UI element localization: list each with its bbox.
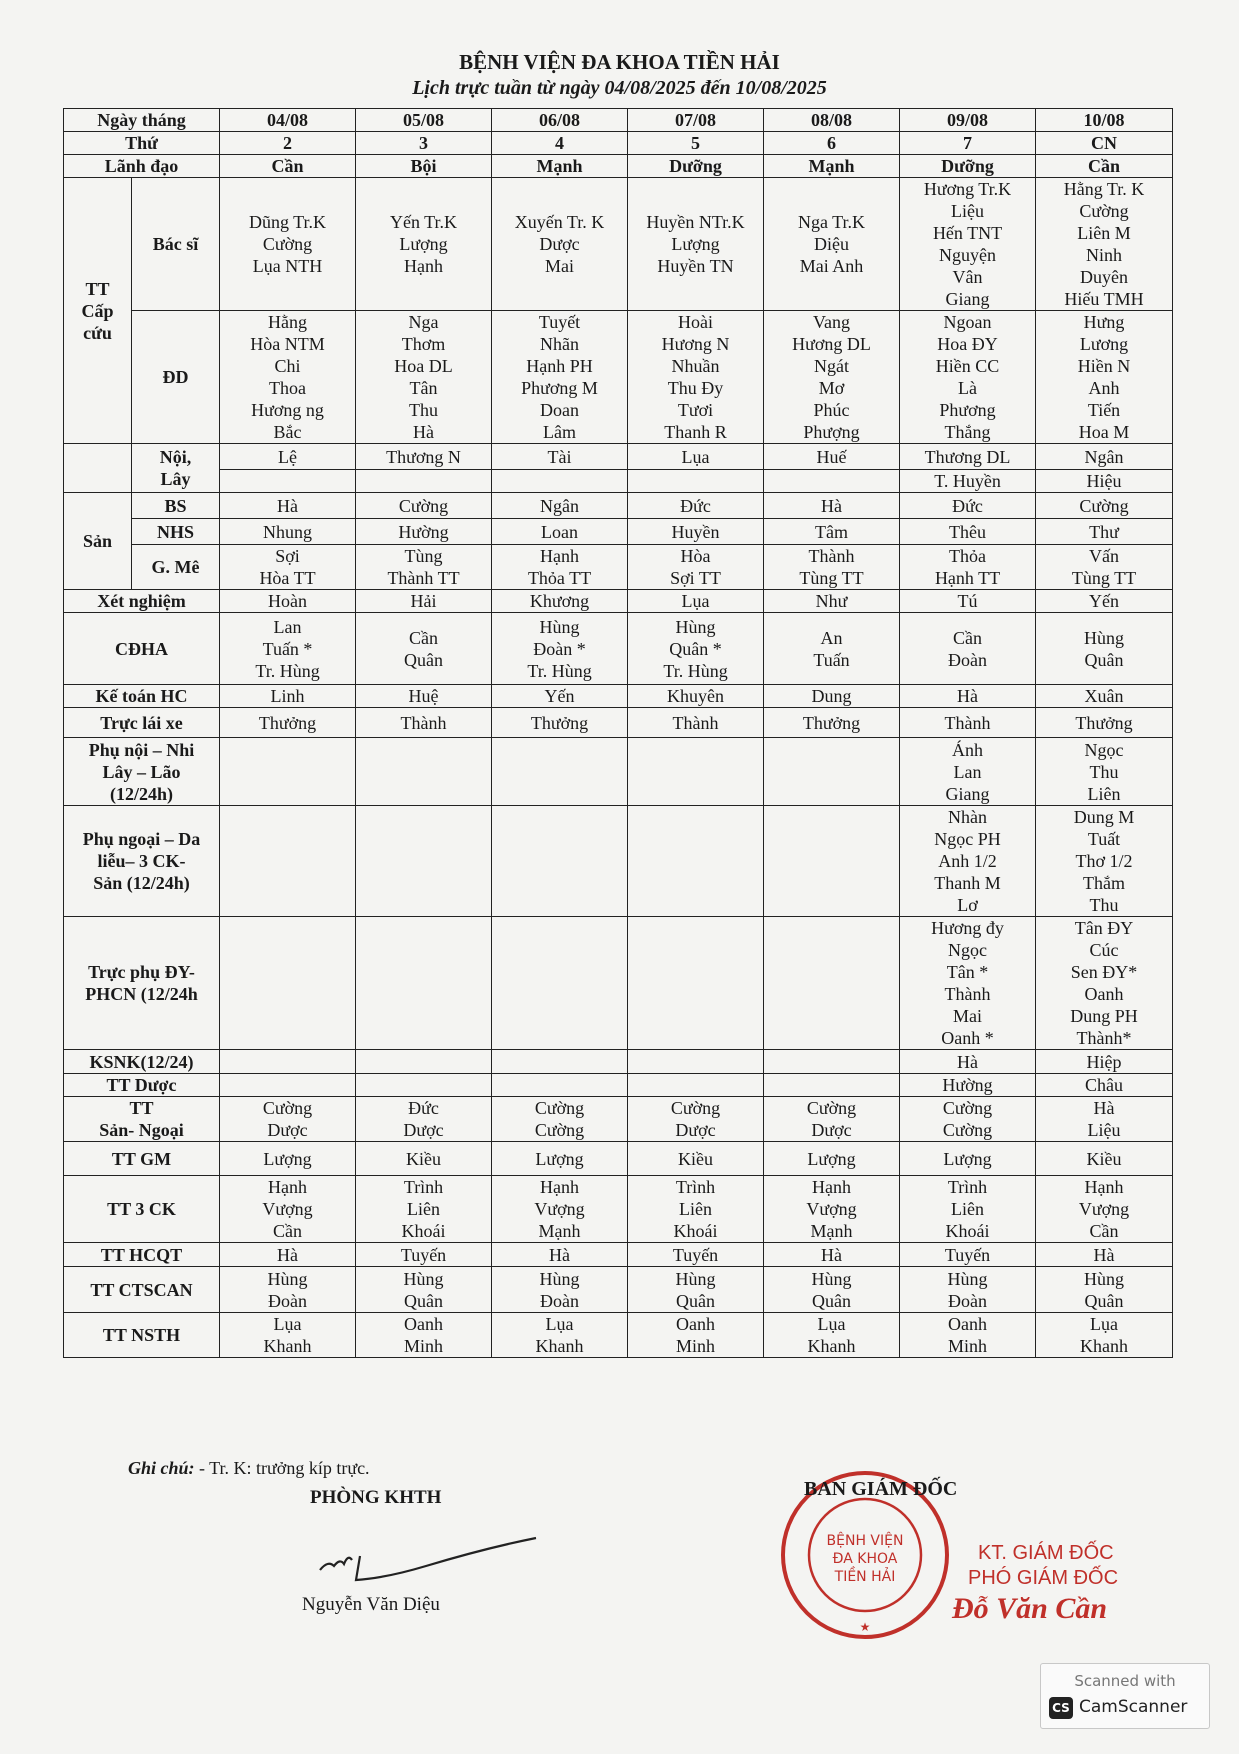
table-row (64, 1243, 1173, 1267)
schedule-cell: Oanh Minh (356, 1313, 492, 1358)
board-of-directors: BAN GIÁM ĐỐC (804, 1478, 958, 1500)
schedule-cell: Xuân (1036, 685, 1173, 708)
schedule-cell: Oanh Minh (900, 1313, 1036, 1358)
badge-brand: CamScanner (1079, 1697, 1188, 1717)
row-label-cell: Trực phụ ĐY- PHCN (12/24h (64, 917, 220, 1050)
schedule-cell (764, 806, 900, 917)
schedule-cell: Thành (628, 708, 764, 738)
camscanner-logo-icon: CS (1049, 1697, 1073, 1719)
table-row (64, 493, 1173, 519)
table-row (64, 1050, 1173, 1074)
table-row (64, 132, 1173, 155)
schedule-cell: 3 (356, 132, 492, 155)
schedule-cell: Cường Cường (492, 1097, 628, 1142)
schedule-cell: Lụa Khanh (220, 1313, 356, 1358)
row-label-cell: Trực lái xe (64, 708, 220, 738)
schedule-cell: Cần Quân (356, 613, 492, 685)
schedule-cell: Thưởng (1036, 708, 1173, 738)
schedule-cell: Hạnh Vượng Cần (1036, 1176, 1173, 1243)
schedule-cell: Cường Cường (900, 1097, 1036, 1142)
schedule-cell: Thưởng (492, 708, 628, 738)
schedule-cell: Dưỡng (900, 155, 1036, 178)
schedule-cell: Ánh Lan Giang (900, 738, 1036, 806)
schedule-cell: Hà (764, 493, 900, 519)
schedule-cell: Xuyến Tr. K Dược Mai (492, 178, 628, 311)
schedule-cell: Hạnh Vượng Mạnh (764, 1176, 900, 1243)
table-row (64, 1097, 1173, 1142)
schedule-cell: 10/08 (1036, 109, 1173, 132)
schedule-cell (628, 738, 764, 806)
table-row (64, 806, 1173, 917)
schedule-cell: Vang Hương DL Ngát Mơ Phúc Phượng (764, 311, 900, 444)
row-label-cell (64, 444, 132, 493)
schedule-cell: 06/08 (492, 109, 628, 132)
schedule-cell: Đức (900, 493, 1036, 519)
row-label-cell: TT HCQT (64, 1243, 220, 1267)
schedule-cell: Hằng Tr. K Cường Liên M Ninh Duyên Hiếu TMH (1036, 178, 1173, 311)
schedule-cell: 04/08 (220, 109, 356, 132)
badge-caption: Scanned with (1074, 1672, 1176, 1690)
row-label-cell: Lãnh đạo (64, 155, 220, 178)
row-label-cell: TT NSTH (64, 1313, 220, 1358)
duty-schedule-table (63, 108, 1173, 1358)
svg-text:★: ★ (859, 1620, 871, 1634)
schedule-cell (628, 806, 764, 917)
schedule-cell: Hùng Đoàn (492, 1267, 628, 1313)
schedule-cell: Trình Liên Khoái (900, 1176, 1036, 1243)
row-label-cell: NHS (132, 519, 220, 545)
svg-text:TIỀN HẢI: TIỀN HẢI (834, 1569, 896, 1585)
schedule-cell: Cường Dược (764, 1097, 900, 1142)
schedule-cell: Nhung (220, 519, 356, 545)
table-row (64, 685, 1173, 708)
schedule-cell: Tuyết Nhãn Hạnh PH Phương M Doan Lâm (492, 311, 628, 444)
table-row (64, 1313, 1173, 1358)
schedule-cell: Thư (1036, 519, 1173, 545)
schedule-cell: Ngân (1036, 444, 1173, 470)
schedule-cell: Ngọc Thu Liên (1036, 738, 1173, 806)
table-row (64, 178, 1173, 311)
schedule-cell: 05/08 (356, 109, 492, 132)
schedule-cell: 5 (628, 132, 764, 155)
schedule-cell (220, 806, 356, 917)
schedule-cell: Hường (356, 519, 492, 545)
schedule-cell: Hùng Quân * Tr. Hùng (628, 613, 764, 685)
schedule-cell: Thêu (900, 519, 1036, 545)
deputy-title-line2: PHÓ GIÁM ĐỐC (968, 1567, 1119, 1589)
row-label-cell: Sản (64, 493, 132, 590)
schedule-cell: Hùng Quân (1036, 613, 1173, 685)
row-label-cell: ĐD (132, 311, 220, 444)
schedule-cell: Hùng Quân (628, 1267, 764, 1313)
schedule-cell (628, 1074, 764, 1097)
row-label-cell: TT CTSCAN (64, 1267, 220, 1313)
schedule-cell: Nhàn Ngọc PH Anh 1/2 Thanh M Lơ (900, 806, 1036, 917)
schedule-cell: Huyền (628, 519, 764, 545)
schedule-cell (220, 917, 356, 1050)
schedule-cell: Cần Đoàn (900, 613, 1036, 685)
table-row (64, 590, 1173, 613)
schedule-cell: Hải (356, 590, 492, 613)
schedule-cell: Đức Dược (356, 1097, 492, 1142)
schedule-cell: Hà (220, 493, 356, 519)
schedule-cell: Lượng (900, 1142, 1036, 1176)
schedule-cell (492, 1050, 628, 1074)
schedule-cell: Nga Tr.K Diệu Mai Anh (764, 178, 900, 311)
footnote-label: Ghi chú: (128, 1458, 195, 1478)
schedule-cell (220, 1074, 356, 1097)
schedule-cell: Thưởng (764, 708, 900, 738)
schedule-cell (628, 917, 764, 1050)
schedule-cell: Hạnh Vượng Cần (220, 1176, 356, 1243)
schedule-cell: 09/08 (900, 109, 1036, 132)
schedule-cell (492, 470, 628, 493)
schedule-cell: Hưng Lương Hiền N Anh Tiến Hoa M (1036, 311, 1173, 444)
table-row (64, 917, 1173, 1050)
schedule-cell: Hiệu (1036, 470, 1173, 493)
schedule-cell: Đức (628, 493, 764, 519)
schedule-cell: Cường (1036, 493, 1173, 519)
schedule-cell: Thưởng (220, 708, 356, 738)
table-row (64, 708, 1173, 738)
table-row (64, 155, 1173, 178)
schedule-cell: Yến (492, 685, 628, 708)
table-row (64, 311, 1173, 444)
schedule-cell: Yến Tr.K Lượng Hạnh (356, 178, 492, 311)
schedule-cell: Cường Dược (220, 1097, 356, 1142)
schedule-cell: Oanh Minh (628, 1313, 764, 1358)
row-label-cell: TT GM (64, 1142, 220, 1176)
row-label-cell (220, 470, 356, 493)
schedule-cell: Thành (356, 708, 492, 738)
schedule-cell (764, 917, 900, 1050)
schedule-cell (220, 738, 356, 806)
table-row (64, 519, 1173, 545)
schedule-cell: BS (132, 493, 220, 519)
schedule-cell: Lụa (628, 590, 764, 613)
schedule-cell: Hà (492, 1243, 628, 1267)
row-label-cell: G. Mê (132, 545, 220, 590)
schedule-cell: Dũng Tr.K Cường Lụa NTH (220, 178, 356, 311)
schedule-cell: Hùng Đoàn (900, 1267, 1036, 1313)
schedule-cell: Hùng Quân (764, 1267, 900, 1313)
schedule-cell: Dung M Tuất Thơ 1/2 Thắm Thu (1036, 806, 1173, 917)
footnote (128, 1458, 370, 1479)
row-label-cell: Kế toán HC (64, 685, 220, 708)
row-label-cell: Ngày tháng (64, 109, 220, 132)
schedule-cell: Ngân (492, 493, 628, 519)
schedule-subtitle: Lịch trực tuần từ ngày 04/08/2025 đến 10/08/2025 (412, 77, 827, 99)
deputy-title-line1: KT. GIÁM ĐỐC (978, 1542, 1114, 1564)
schedule-cell: Tuyến (356, 1243, 492, 1267)
row-label-cell: KSNK(12/24) (64, 1050, 220, 1074)
schedule-cell: Hường (900, 1074, 1036, 1097)
schedule-cell: 7 (900, 132, 1036, 155)
table-row (64, 470, 1173, 493)
schedule-cell: Mạnh (492, 155, 628, 178)
schedule-cell: Sợi Hòa TT (220, 545, 356, 590)
schedule-cell (356, 806, 492, 917)
schedule-cell: Nga Thơm Hoa DL Tân Thu Hà (356, 311, 492, 444)
table-row (64, 738, 1173, 806)
schedule-cell: Trình Liên Khoái (628, 1176, 764, 1243)
schedule-cell (220, 1050, 356, 1074)
schedule-cell: Dưỡng (628, 155, 764, 178)
schedule-cell: Tùng Thành TT (356, 545, 492, 590)
schedule-cell: Cường Dược (628, 1097, 764, 1142)
schedule-cell: An Tuấn (764, 613, 900, 685)
schedule-cell: Huệ (356, 685, 492, 708)
row-label-cell: Thứ (64, 132, 220, 155)
table-row (64, 1142, 1173, 1176)
schedule-cell: Lan Tuấn * Tr. Hùng (220, 613, 356, 685)
schedule-cell (764, 1050, 900, 1074)
schedule-cell: Lệ (220, 444, 356, 470)
schedule-cell: Thành (900, 708, 1036, 738)
schedule-cell (764, 1074, 900, 1097)
schedule-cell: Thỏa Hạnh TT (900, 545, 1036, 590)
schedule-cell: Khương (492, 590, 628, 613)
schedule-cell: Hà Liệu (1036, 1097, 1173, 1142)
schedule-cell: Hà (900, 685, 1036, 708)
schedule-cell (356, 1074, 492, 1097)
schedule-cell: Tâm (764, 519, 900, 545)
schedule-cell: Vấn Tùng TT (1036, 545, 1173, 590)
schedule-cell: Bội (356, 155, 492, 178)
schedule-cell: Hòa Sợi TT (628, 545, 764, 590)
table-row (64, 1176, 1173, 1243)
schedule-cell: 4 (492, 132, 628, 155)
schedule-cell: Hùng Quân (356, 1267, 492, 1313)
schedule-cell: T. Huyền (900, 470, 1036, 493)
schedule-cell: Tân ĐY Cúc Sen ĐY* Oanh Dung PH Thành* (1036, 917, 1173, 1050)
schedule-cell (356, 470, 492, 493)
schedule-cell: Khuyên (628, 685, 764, 708)
schedule-cell: Lụa Khanh (764, 1313, 900, 1358)
schedule-cell (356, 738, 492, 806)
schedule-cell: Nội, Lây (132, 444, 220, 493)
schedule-cell: Lượng (220, 1142, 356, 1176)
table-row (64, 613, 1173, 685)
schedule-cell: Thương DL (900, 444, 1036, 470)
schedule-cell: Hương Tr.K Liệu Hến TNT Nguyện Vân Giang (900, 178, 1036, 311)
schedule-cell: Kiều (1036, 1142, 1173, 1176)
schedule-cell: Cường (356, 493, 492, 519)
schedule-cell: Mạnh (764, 155, 900, 178)
schedule-cell: Hà (1036, 1243, 1173, 1267)
schedule-cell: Lụa Khanh (492, 1313, 628, 1358)
table-row (64, 1267, 1173, 1313)
schedule-cell: Hà (220, 1243, 356, 1267)
schedule-cell: 2 (220, 132, 356, 155)
schedule-cell: Hạnh Vượng Mạnh (492, 1176, 628, 1243)
schedule-cell: Yến (1036, 590, 1173, 613)
schedule-cell: Huế (764, 444, 900, 470)
signer-name: Nguyễn Văn Diệu (302, 1594, 440, 1615)
schedule-cell: 6 (764, 132, 900, 155)
schedule-cell: Kiều (356, 1142, 492, 1176)
schedule-cell: Thương N (356, 444, 492, 470)
row-label-cell: CĐHA (64, 613, 220, 685)
table-row (64, 1074, 1173, 1097)
row-label-cell: Phụ nội – Nhi Lây – Lão (12/24h) (64, 738, 220, 806)
schedule-cell: Tài (492, 444, 628, 470)
schedule-cell (492, 806, 628, 917)
department-name: PHÒNG KHTH (310, 1487, 442, 1508)
footnote-text: - Tr. K: trưởng kíp trực. (199, 1458, 370, 1478)
schedule-cell: Hùng Quân (1036, 1267, 1173, 1313)
schedule-cell: 08/08 (764, 109, 900, 132)
schedule-cell (356, 1050, 492, 1074)
schedule-cell (628, 1050, 764, 1074)
schedule-cell: Linh (220, 685, 356, 708)
schedule-cell: Ngoan Hoa ĐY Hiền CC Là Phương Thắng (900, 311, 1036, 444)
schedule-cell (492, 1074, 628, 1097)
schedule-cell: 07/08 (628, 109, 764, 132)
schedule-cell: Hạnh Thỏa TT (492, 545, 628, 590)
svg-text:BỆNH VIỆN: BỆNH VIỆN (826, 1533, 904, 1549)
schedule-cell (356, 917, 492, 1050)
schedule-cell: Tuyến (628, 1243, 764, 1267)
schedule-cell: Lụa Khanh (1036, 1313, 1173, 1358)
schedule-cell: Lượng (492, 1142, 628, 1176)
schedule-cell: Hoàn (220, 590, 356, 613)
schedule-cell: Cần (1036, 155, 1173, 178)
schedule-cell: Bác sĩ (132, 178, 220, 311)
schedule-cell: CN (1036, 132, 1173, 155)
table-row (64, 109, 1173, 132)
svg-text:ĐA KHOA: ĐA KHOA (832, 1551, 898, 1567)
schedule-cell: Tú (900, 590, 1036, 613)
schedule-cell: Hà (764, 1243, 900, 1267)
schedule-cell: Hùng Đoàn (220, 1267, 356, 1313)
schedule-cell: Kiều (628, 1142, 764, 1176)
schedule-cell (492, 917, 628, 1050)
schedule-cell (764, 738, 900, 806)
table-row (64, 545, 1173, 590)
schedule-cell: Lượng (764, 1142, 900, 1176)
row-label-cell: Xét nghiệm (64, 590, 220, 613)
camscanner-badge (1040, 1663, 1210, 1729)
row-label-cell: TT 3 CK (64, 1176, 220, 1243)
schedule-cell: Hà (900, 1050, 1036, 1074)
schedule-cell: Trình Liên Khoái (356, 1176, 492, 1243)
hospital-name: BỆNH VIỆN ĐA KHOA TIỀN HẢI (459, 50, 780, 74)
schedule-cell: Như (764, 590, 900, 613)
schedule-cell: Dung (764, 685, 900, 708)
schedule-cell: Hằng Hòa NTM Chi Thoa Hương ng Bắc (220, 311, 356, 444)
schedule-cell (492, 738, 628, 806)
row-label-cell: Phụ ngoại – Da liễu– 3 CK- Sản (12/24h) (64, 806, 220, 917)
schedule-cell: Loan (492, 519, 628, 545)
row-label-cell: TT Sản- Ngoại (64, 1097, 220, 1142)
schedule-cell: Hương đy Ngọc Tân * Thành Mai Oanh * (900, 917, 1036, 1050)
table-row (64, 444, 1173, 470)
schedule-cell: Hoài Hương N Nhuần Thu Đy Tươi Thanh R (628, 311, 764, 444)
schedule-cell: Tuyến (900, 1243, 1036, 1267)
schedule-cell (764, 470, 900, 493)
row-label-cell: TT Dược (64, 1074, 220, 1097)
schedule-cell: Cần (220, 155, 356, 178)
deputy-signature: Đỗ Văn Cần (952, 1592, 1108, 1625)
signature-image (300, 1520, 560, 1595)
row-label-cell: TT Cấp cứu (64, 178, 132, 444)
schedule-cell: Hiệp (1036, 1050, 1173, 1074)
schedule-cell (628, 470, 764, 493)
schedule-cell: Lụa (628, 444, 764, 470)
schedule-cell: Thành Tùng TT (764, 545, 900, 590)
schedule-cell: Châu (1036, 1074, 1173, 1097)
schedule-cell: Hùng Đoàn * Tr. Hùng (492, 613, 628, 685)
schedule-cell: Huyền NTr.K Lượng Huyền TN (628, 178, 764, 311)
